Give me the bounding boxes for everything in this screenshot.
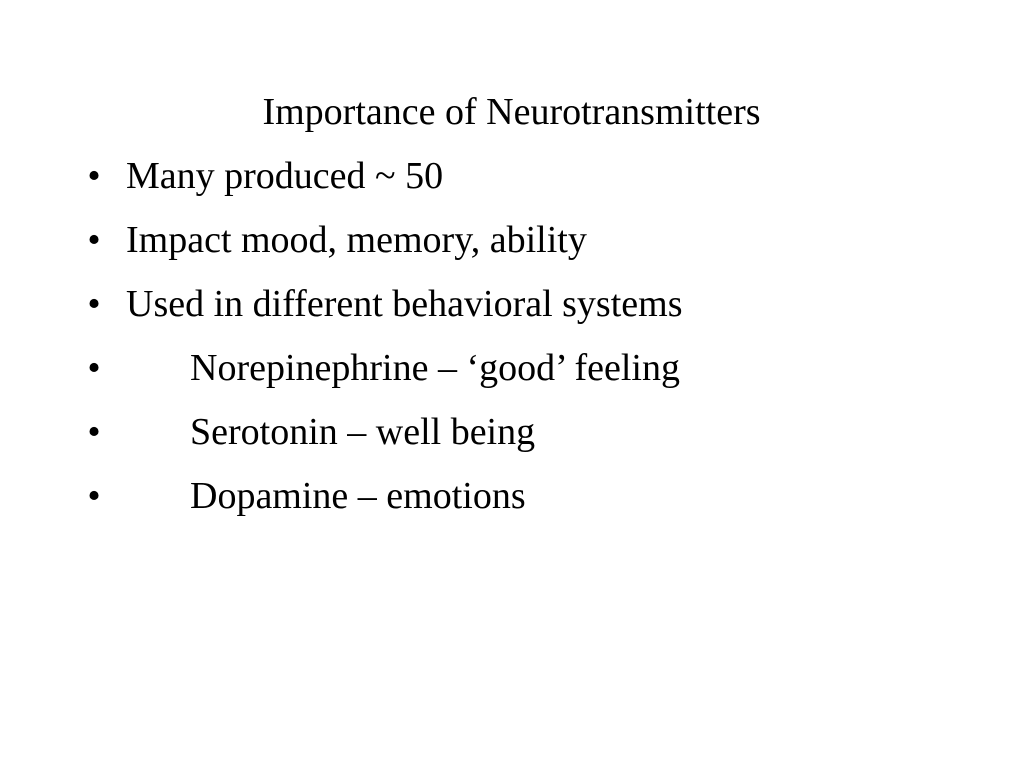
bullet-list — [0, 150, 1023, 534]
slide-title: Importance of Neurotransmitters — [262, 91, 761, 133]
bullet-text: Many produced ~ 50 — [126, 155, 444, 197]
bullet-text: Used in different behavioral systems — [126, 283, 683, 325]
bullet-icon: • — [87, 155, 101, 197]
bullet-icon: • — [87, 475, 101, 517]
bullet-icon: • — [87, 411, 101, 453]
bullet-icon: • — [87, 347, 101, 389]
bullet-text: Serotonin – well being — [190, 411, 536, 453]
bullet-icon: • — [87, 219, 101, 261]
bullet-item — [0, 470, 1023, 534]
bullet-icon: • — [87, 283, 101, 325]
bullet-item — [0, 150, 1023, 214]
bullet-item — [0, 406, 1023, 470]
bullet-text: Norepinephrine – ‘good’ feeling — [190, 347, 680, 389]
bullet-item — [0, 214, 1023, 278]
bullet-text: Impact mood, memory, ability — [126, 219, 587, 261]
bullet-item — [0, 342, 1023, 406]
bullet-item — [0, 278, 1023, 342]
bullet-text: Dopamine – emotions — [190, 475, 526, 517]
